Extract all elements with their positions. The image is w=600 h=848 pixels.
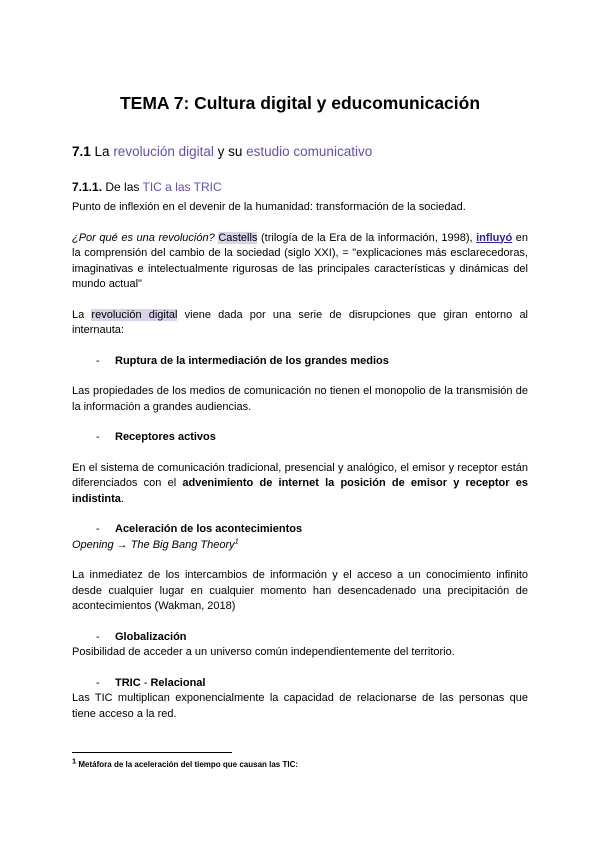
section-heading-7-1 (72, 144, 528, 160)
text-run: Castells (218, 231, 258, 244)
text-run: 7.1.1. (72, 180, 106, 194)
bullet-label (115, 676, 205, 692)
text-run: Relacional (150, 676, 206, 689)
text-run: Aceleración de los acontecimientos (115, 523, 303, 535)
text-run: Globalización (115, 630, 187, 643)
para-revolucion-digital-disrupciones (72, 308, 528, 339)
bullet-tric-relacional (72, 676, 528, 692)
text-run: De las (105, 180, 143, 194)
text-run: (trilogía de la Era de la información, 1998), (257, 231, 477, 244)
text-run: estudio comunicativo (246, 144, 373, 159)
para-opening-big-bang (72, 535, 528, 554)
text-run: 7.1 (72, 144, 95, 159)
bullet-dash: - (96, 354, 100, 367)
para-sistema-comunicacion (72, 461, 528, 508)
text-run: La (94, 144, 114, 159)
text-run: Posibilidad de acceder a un universo común independientemente del territorio. (72, 646, 455, 658)
para-tic-multiplican (72, 691, 528, 722)
link-influyo[interactable]: influyó (476, 231, 513, 244)
text-run: La inmediatez de los intercambios de información y el acceso a un conocimiento infinito desde cualquier lugar en cualquier momento han desencadenado una precipitación de acontecimientos (Wakman, 2018) (72, 569, 528, 612)
bullet-label (115, 354, 389, 370)
bullet-dash: - (96, 630, 100, 643)
text-run: TRIC (115, 676, 141, 689)
text-run: Opening → The Big Bang Theory (72, 538, 235, 551)
text-run: revolución digital (91, 308, 178, 321)
para-punto-inflexion (72, 200, 528, 216)
bullet-aceleracion-acontecimientos (72, 522, 528, 538)
text-run: viene dada por una serie de disrupciones que giran entorno al internauta: (72, 308, 528, 336)
text-run: TIC a las TRIC (142, 180, 222, 194)
text-run: En el sistema de comunicación tradicional, presencial y analógico, el emisor y receptor están diferenciados con el (72, 461, 528, 489)
text-run: Receptores activos (115, 431, 216, 443)
text-run: Las TIC multiplican exponencialmente la capacidad de relacionarse de las personas que tiene acceso a la red. (72, 692, 528, 720)
text-run: Punto de inflexión en el devenir de la humanidad: transformación de la sociedad. (72, 201, 466, 213)
para-posibilidad-universo (72, 645, 528, 661)
text-run: . (120, 492, 124, 505)
text-run: - (140, 676, 151, 689)
document-blocks (72, 144, 528, 722)
bullet-dash: - (96, 523, 100, 535)
bullet-dash: - (96, 431, 100, 443)
para-inmediatez-intercambios (72, 568, 528, 615)
footnote-area (72, 752, 528, 770)
text-run: revolución digital (113, 144, 214, 159)
bullet-dash: - (96, 676, 100, 689)
bullet-globalizacion (72, 630, 528, 646)
text-run: 1 (234, 535, 239, 545)
para-propiedades-medios (72, 384, 528, 415)
document-title: TEMA 7: Cultura digital y educomunicación (119, 93, 481, 113)
para-por-que-revolucion (72, 231, 528, 293)
subsection-heading-7-1-1 (72, 180, 528, 194)
bullet-receptores-activos (72, 430, 528, 446)
footnote-text (72, 756, 528, 770)
bullet-label (115, 630, 187, 646)
text-run: Ruptura de la intermediación de los grandes medios (115, 354, 389, 367)
text-run: Metáfora de la aceleración del tiempo que causan las TIC: (76, 760, 299, 769)
text-run: 1 (72, 756, 77, 766)
text-run: advenimiento de internet la posición de emisor y receptor es indistinta (72, 477, 528, 505)
text-run: ¿Por qué es una revolución? (72, 231, 219, 244)
text-run: La (72, 308, 92, 321)
footnote-divider (72, 752, 232, 753)
document-content (72, 92, 528, 737)
bullet-label (115, 430, 216, 446)
text-run: Las propiedades de los medios de comunicación no tienen el monopolio de la transmisión de la información a grandes audiencias. (72, 385, 528, 413)
text-run: en la comprensión del cambio de la sociedad (siglo XXI), = "explicaciones más esclarecedoras, imaginativas e intelectualmente rigurosas de las principales características y dinámicas del mundo actual" (72, 231, 528, 290)
bullet-label (115, 522, 302, 538)
text-run: y su (213, 144, 247, 159)
bullet-ruptura-intermediacion (72, 354, 528, 370)
